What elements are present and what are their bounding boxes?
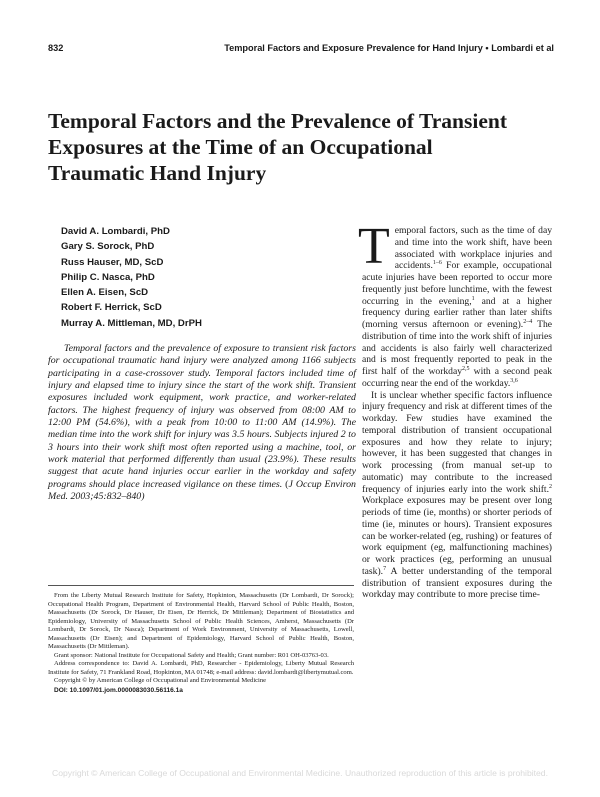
abstract-text: Temporal factors and the prevalence of exposure to transient risk factors for occupational traumatic hand injury were analyzed among 1166 subjects participating in a case-crossover study. Temporal factors included time of injury and elapsed time to injury since the start of the work shift. Transient exposures included work equipment, work practice, and worker-related factors. The highest frequency of injury was observed from 08:00 AM to 12:00 PM (54.6%), with a peak from 10:00 to 11:00 AM (14.9%). The median time into the work shift for injury was 3.5 hours. Subjects injured 2 to 3 hours into their work shift most often reported using a machine, tool, or work material that performed differently than usual (23.9%). These results suggest that acute hand injuries occur earlier in the workday and safety programs should place increased vigilance on these times. [48,343,356,490]
footnotes [48,592,354,695]
citation-ref: 2003;45:832–840) [68,491,145,503]
body-paragraph: Temporal factors, such as the time of day and time into the work shift, have been associated with workplace injuries and accidents.$^{1-6}$ For example, occupational acute injuries have been reported to occur more frequently just before lunchtime, with the fewest occurring in the evening,$^1$ and at a higher frequency during earlier rather than later shifts (morning versus afternoon or evening).$^{2-4}$ The distribution of time into the work shift of injuries and accidents is also fairly well characterized and is most frequently reported to peak in the first half of the workday$^{2,5}$ with a second peak occurring near the end of the workday.$^{3,6}$ [358,218,553,389]
reference-superscript: 7 [383,565,387,572]
correspondence-note: Address correspondence to: David A. Lombardi, PhD, Researcher - Epidemiology, Liberty Mutual Research Institute for Safety, 71 Frankland Road, Hopkinton, MA 01748; e-mail address: david.lombardi@libertymutual.com. [48,660,354,676]
reference-superscript: 2 [549,483,552,490]
reference-superscript: 3,6 [510,377,518,384]
reference-superscript: 1 [471,295,475,302]
reference-superscript: 2,5 [462,365,470,372]
author-name: Murray A. Mittleman, MD, DrPH [61,317,202,329]
body-paragraph: It is unclear whether specific factors influence injury frequency and risk at different times of the workday. Few studies have examined the temporal distribution of transient occupational exposures and how they relate to injury; however, it has been suggested that changes in work processing (from manual set-up to automatic) may contribute to the increased frequency of injuries early into the work shift.$^2$ Workplace exposures may be present over long periods of time (ie, months) or shorter periods of time (ie, minutes or hours). Transient exposures can be worker-related (eg, rushing) or features of work equipment (eg, malfunctioning machines) or work practices (eg, performing an unusual task).$^7$ A better understanding of the temporal distribution of transient exposures during the workday may contribute to more precise time- [362,389,552,601]
affiliations-note: From the Liberty Mutual Research Institute for Safety, Hopkinton, Massachusetts (Dr Lombardi, Dr Sorock); Occupational Health Program, Department of Environmental Health, Harvard School of Public Health, Boston, Massachusetts (Dr Sorock, Dr Hauser, Dr Eisen, Dr Herrick, Dr Mittleman); Department of Biostatistics and Epidemiology, University of Massachusetts School of Public Health Sciences, Amherst, Massachusetts (Dr Lombardi, Dr Sorock, Dr Nasca); Department of Work Environment, University of Massachusetts, Lowell, Massachusetts (Dr Eisen); and Department of Epidemiology, Harvard School of Public Health, Boston, Massachusetts (Dr Mittleman). [48,592,354,650]
drop-cap: T [358,218,390,275]
abstract [48,343,356,503]
author-name: Ellen A. Eisen, ScD [61,287,149,299]
page-number: 832 [48,43,64,53]
body-text [358,218,553,601]
article-title: Temporal Factors and the Prevalence of Transient Exposures at the Time of an Occupational Traumatic Hand Injury [48,109,508,185]
running-title: Temporal Factors and Exposure Prevalence for Hand Injury • Lombardi et al [224,43,554,53]
copyright-note: Copyright © by American College of Occupational and Environmental Medicine [54,677,267,684]
citation: (J Occup Environ Med. 2003;45:832–840) [48,478,356,503]
reference-superscript: 1–6 [432,260,442,267]
author-name: Philip C. Nasca, PhD [61,271,155,283]
grant-note: Grant sponsor: National Institute for Occupational Safety and Health; Grant number: R01 OH-03763-03. [54,651,329,659]
author-name: Robert F. Herrick, ScD [61,302,162,314]
copyright-watermark: Copyright © American College of Occupational and Environmental Medicine. Unauthorized reproduction of this article is prohibited. [52,768,548,778]
author-name: David A. Lombardi, PhD [61,226,170,237]
doi: DOI: 10.1097/01.jom.0000083030.56116.1a [54,686,183,694]
reference-superscript: 2–4 [523,318,533,325]
author-list [61,224,321,331]
footnote-rule [48,585,354,586]
author-name: Russ Hauser, MD, ScD [61,256,164,268]
author-name: Gary S. Sorock, PhD [61,241,155,253]
citation-journal: J Occup Environ Med. [48,478,356,503]
